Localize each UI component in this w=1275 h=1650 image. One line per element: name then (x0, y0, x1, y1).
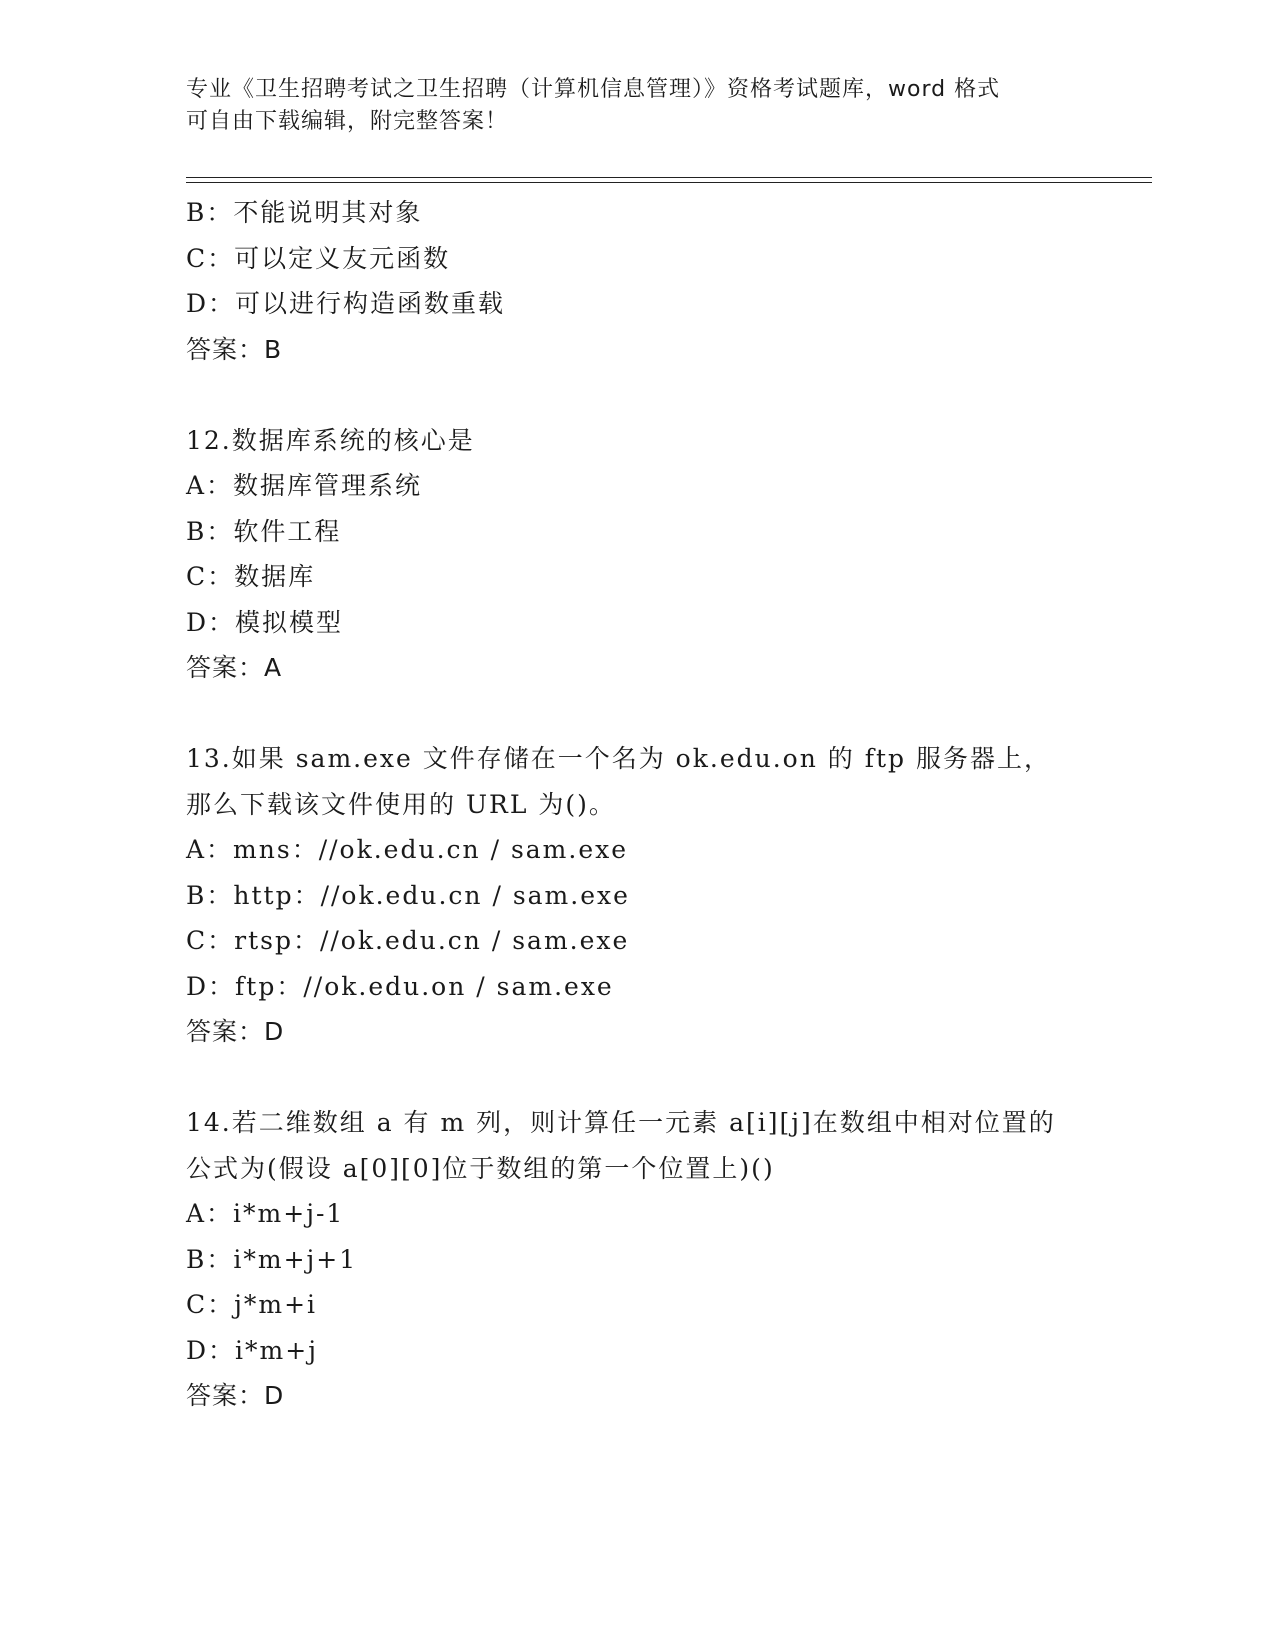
option-d: D：模拟模型 (186, 607, 344, 637)
answer-line: 答案：D (186, 1381, 285, 1410)
option-b: B：i*m+j+1 (186, 1244, 358, 1274)
option-b: B：软件工程 (186, 516, 342, 546)
answer-line: 答案：A (186, 653, 283, 682)
option-a: A：i*m+j-1 (186, 1199, 345, 1228)
question-text: 12.数据库系统的核心是 (186, 425, 475, 455)
header-rule-bottom (186, 182, 1152, 183)
option-d: D：ftp：//ok.edu.on / sam.exe (186, 971, 614, 1001)
answer-line: 答案：B (186, 334, 283, 364)
spacer (186, 372, 1086, 418)
question-block-13 (186, 736, 1086, 1055)
option-d: D：可以进行构造函数重载 (186, 289, 506, 318)
option-b: B：http：//ok.edu.cn / sam.exe (186, 880, 630, 910)
option-c: C：rtsp：//ok.edu.cn / sam.exe (186, 926, 630, 955)
question-block-11 (186, 190, 1086, 372)
option-c: C：j*m+i (186, 1290, 318, 1319)
option-c: C：数据库 (186, 562, 316, 591)
header-line-1: 专业《卫生招聘考试之卫生招聘（计算机信息管理）》资格考试题库，word 格式 (186, 77, 1001, 102)
question-text: 13.如果 sam.exe 文件存储在一个名为 ok.edu.on 的 ftp 服务器上，那么下载该文件使用的 URL 为()。 (186, 744, 1051, 819)
spacer (186, 1055, 1086, 1101)
option-d: D：i*m+j (186, 1335, 318, 1365)
header-rule-top (186, 177, 1152, 178)
header-line-2: 可自由下载编辑，附完整答案！ (186, 109, 509, 134)
option-a: A：数据库管理系统 (186, 471, 423, 500)
answer-line: 答案：D (186, 1017, 285, 1046)
question-list (186, 190, 1086, 1419)
question-text: 14.若二维数组 a 有 m 列，则计算任一元素 a[i][j]在数组中相对位置的公式为(假设 a[0][0]位于数组的第一个位置上)() (186, 1108, 1056, 1183)
option-c: C：可以定义友元函数 (186, 243, 451, 273)
spacer (186, 691, 1086, 737)
document-header (186, 74, 1086, 138)
question-block-12 (186, 418, 1086, 691)
option-a: A：mns：//ok.edu.cn / sam.exe (186, 835, 629, 864)
option-b: B：不能说明其对象 (186, 198, 423, 227)
question-block-14 (186, 1100, 1086, 1419)
